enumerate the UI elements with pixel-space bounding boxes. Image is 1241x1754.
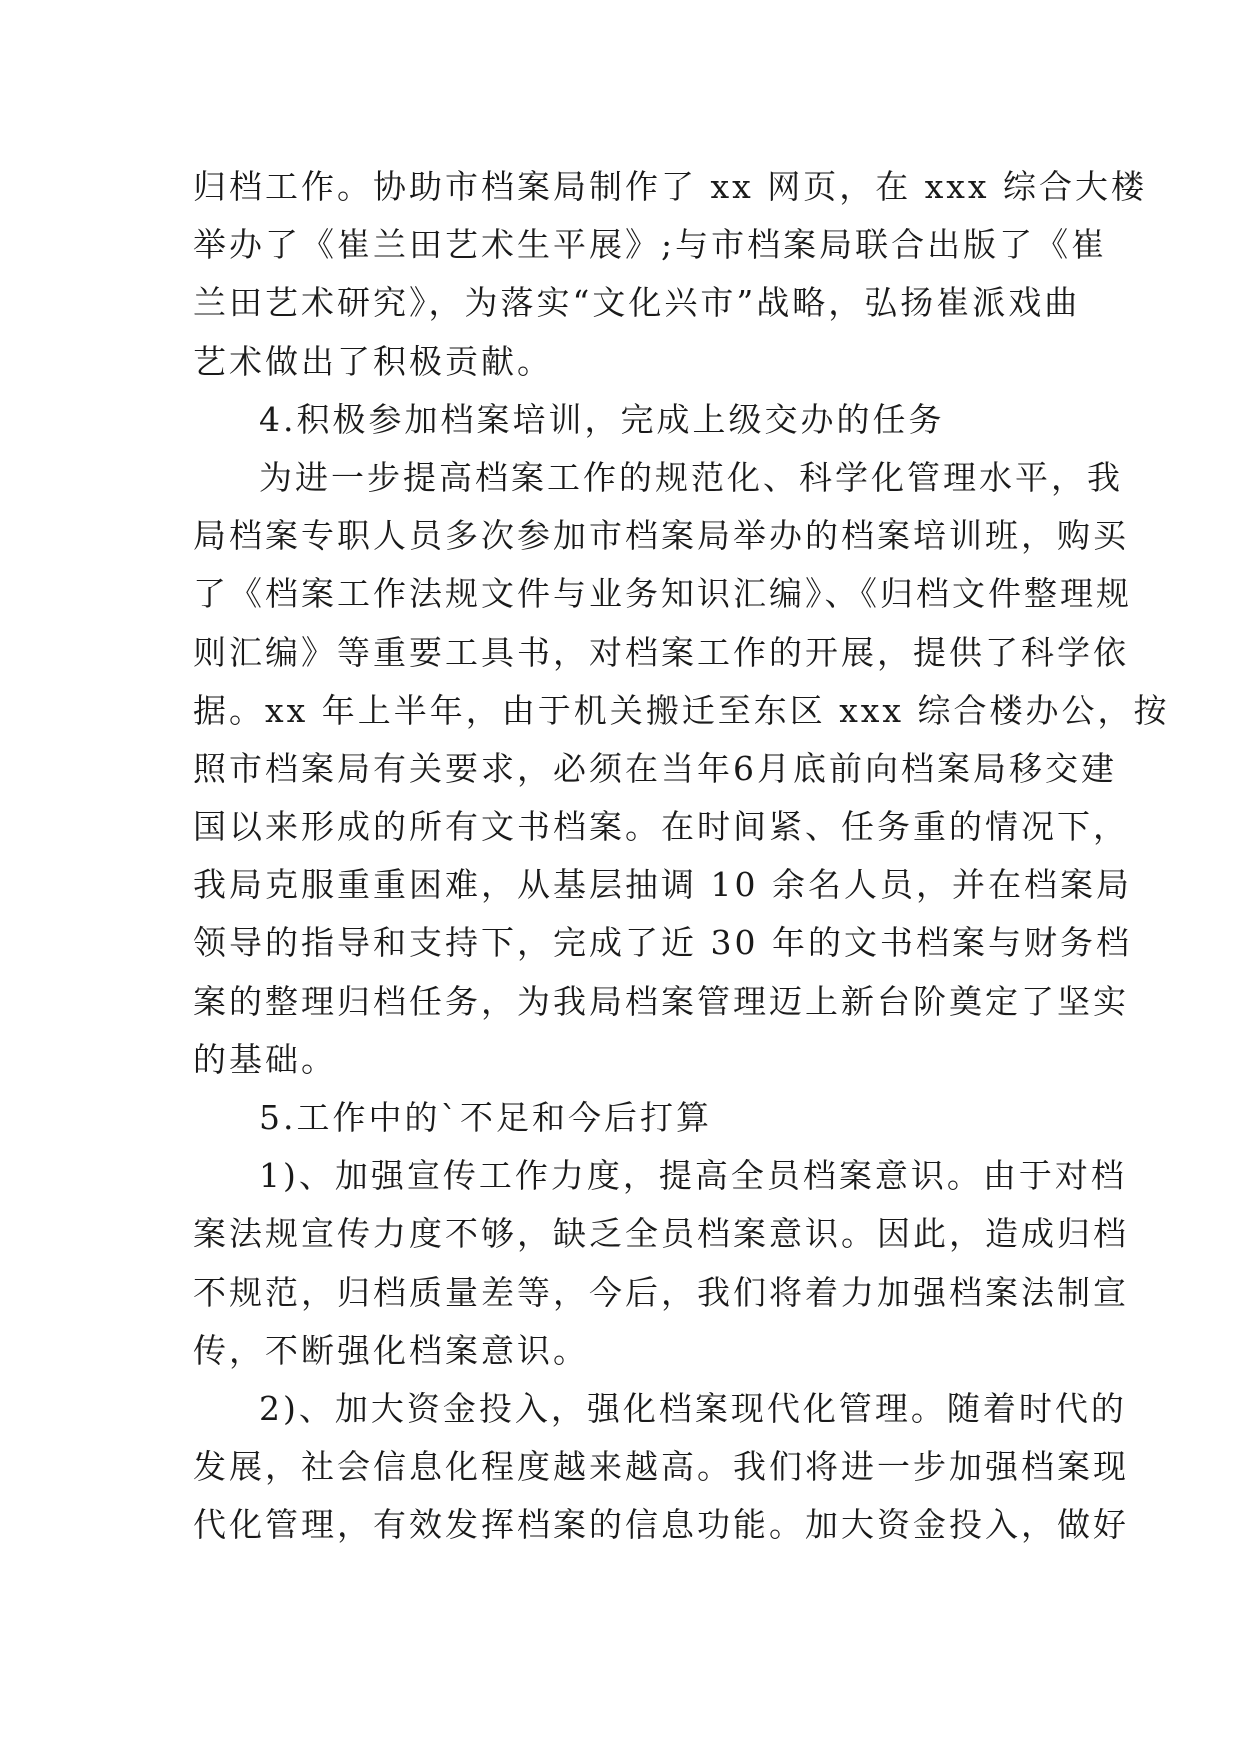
text-line: 1)、加强宣传工作力度，提高全员档案意识。由于对档 [259,1156,1127,1196]
text-line: 案法规宣传力度不够，缺乏全员档案意识。因此，造成归档 [193,1214,1129,1254]
text-line: 兰田艺术研究》，为落实“文化兴市”战略，弘扬崔派戏曲 [193,283,1081,323]
text-line: 我局克服重重困难，从基层抽调 10 余名人员，并在档案局 [193,865,1132,905]
text-line: 传，不断强化档案意识。 [193,1330,589,1370]
text-line: 为进一步提高档案工作的规范化、科学化管理水平，我 [259,457,1123,497]
text-line: 的基础。 [193,1039,337,1079]
text-line: 照市档案局有关要求，必须在当年6月底前向档案局移交建 [193,748,1117,788]
text-line: 则汇编》等重要工具书，对档案工作的开展，提供了科学依 [193,632,1129,672]
text-line: 局档案专职人员多次参加市档案局举办的档案培训班，购买 [193,516,1129,556]
text-line: 发展，社会信息化程度越来越高。我们将进一步加强档案现 [193,1447,1129,1487]
text-line: 2)、加大资金投入，强化档案现代化管理。随着时代的 [259,1388,1127,1428]
text-line: 领导的指导和支持下，完成了近 30 年的文书档案与财务档 [193,923,1132,963]
text-line: 不规范，归档质量差等，今后，我们将着力加强档案法制宣 [193,1272,1129,1312]
text-line: 国以来形成的所有文书档案。在时间紧、任务重的情况下， [193,807,1129,847]
text-line: 归档工作。协助市档案局制作了 xx 网页，在 xxx 综合大楼 [193,167,1148,206]
text-line: 据。xx 年上半年，由于机关搬迁至东区 xxx 综合楼办公，按 [193,690,1170,730]
text-line: 举办了《崔兰田艺术生平展》;与市档案局联合出版了《崔 [193,225,1108,265]
section-heading: 4.积极参加档案培训，完成上级交办的任务 [259,399,945,439]
text-line: 案的整理归档任务，为我局档案管理迈上新台阶奠定了坚实 [193,981,1129,1021]
text-line: 代化管理，有效发挥档案的信息功能。加大资金投入，做好 [193,1505,1129,1545]
text-line: 艺术做出了积极贡献。 [193,341,553,381]
body-text [193,158,1170,1555]
section-heading: 5.工作中的`不足和今后打算 [259,1098,712,1137]
text-line: 了《档案工作法规文件与业务知识汇编》、《归档文件整理规 [193,574,1132,614]
